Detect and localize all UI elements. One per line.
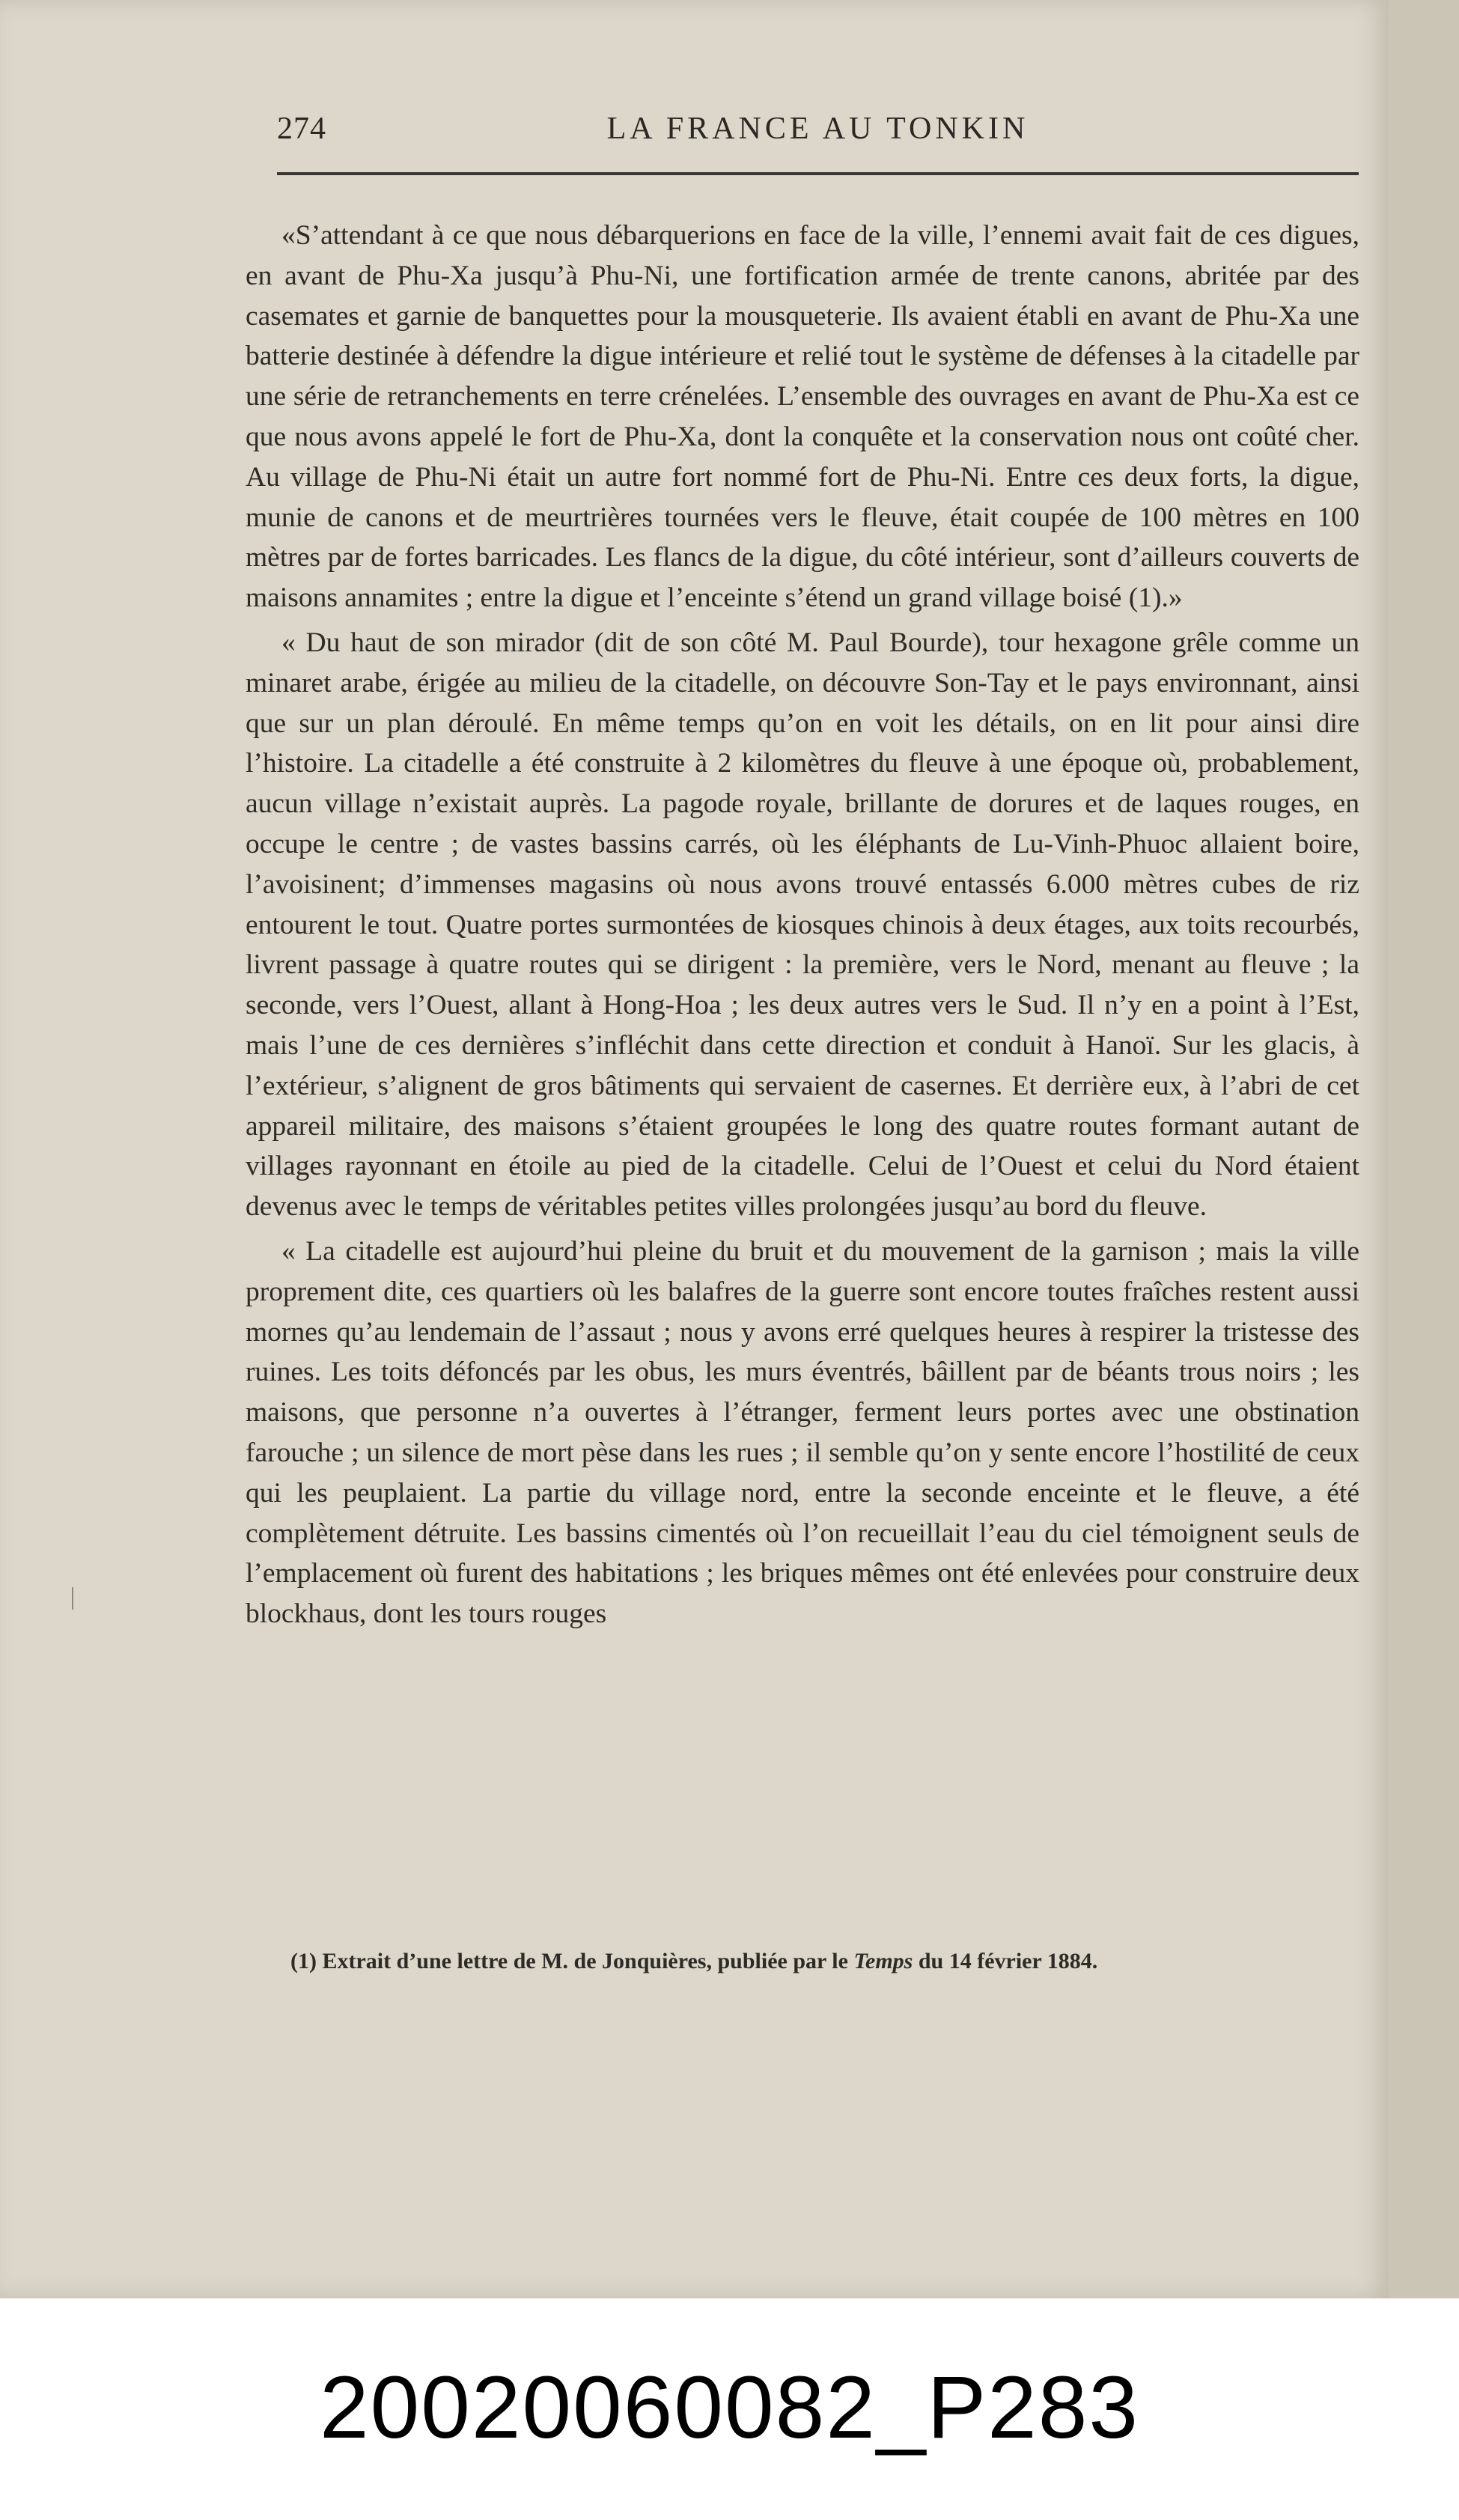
footnote-text: (1) Extrait d’une lettre de M. de Jonquières, publiée par le: [290, 1949, 854, 1973]
page-number: 274: [277, 112, 326, 146]
scan-identifier: 20020060082_P283: [319, 2358, 1140, 2457]
running-title: LA FRANCE AU TONKIN: [606, 112, 1029, 146]
running-head: [277, 105, 1359, 150]
paragraph: «S’attendant à ce que nous débarquerions en face de la ville, l’ennemi avait fait de ces digues, en avant de Phu-Xa jusqu’à Phu-Ni, une fortification armée de trente canons, abritée par des casemates et garnie de banquettes pour la mousqueterie. Ils avaient établi en avant de Phu-Xa une batterie destinée à défendre la digue intérieure et relié tout le système de défenses à la citadelle par une série de retranchements en terre crénelées. L’ensemble des ouvrages en avant de Phu-Xa est ce que nous avons appelé le fort de Phu-Xa, dont la conquête et la conservation nous ont coûté cher. Au village de Phu-Ni était un autre fort nommé fort de Phu-Ni. Entre ces deux forts, la digue, munie de canons et de meurtrières tournées vers le fleuve, était coupée de 100 mètres en 100 mètres par de fortes barricades. Les flancs de la digue, du côté intérieur, sont d’ailleurs couverts de maisons annamites ; entre la digue et l’enceinte s’étend un grand village boisé (1).»: [246, 220, 1359, 614]
body-text: [246, 216, 1359, 1634]
paragraph: « Du haut de son mirador (dit de son côté M. Paul Bourde), tour hexagone grêle comme un minaret arabe, érigée au milieu de la citadelle, on découvre Son-Tay et le pays environnant, ainsi que sur un plan déroulé. En même temps qu’on en voit les détails, on en lit pour ainsi dire l’histoire. La citadelle a été construite à 2 kilomètres du fleuve à une époque où, probablement, aucun village n’existait auprès. La pagode royale, brillante de dorures et de laques rouges, en occupe le centre ; de vastes bassins carrés, où les éléphants de Lu-Vinh-Phuoc allaient boire, l’avoisinent; d’immenses magasins où nous avons trouvé entassés 6.000 mètres cubes de riz entourent le tout. Quatre portes surmontées de kiosques chinois à deux étages, aux toits recourbés, livrent passage à quatre routes qui se dirigent : la première, vers le Nord, menant au fleuve ; la seconde, vers l’Ouest, allant à Hong-Hoa ; les deux autres vers le Sud. Il n’y en a point à l’Est, mais l’une de ces dernières s’infléchit dans cette direction et conduit à Hanoï. Sur les glacis, à l’extérieur, s’alignent de gros bâtiments qui servaient de casernes. Et derrière eux, à l’abri de cet appareil militaire, des maisons s’étaient groupées le long des quatre routes formant autant de villages rayonnant en étoile au pied de la citadelle. Celui de l’Ouest et celui du Nord étaient devenus avec le temps de véritables petites villes prolongées jusqu’au bord du fleuve.: [246, 627, 1359, 1223]
footnote-italic: Temps: [853, 1949, 913, 1973]
identifier-label-area: [0, 2298, 1459, 2520]
header-rule: [277, 172, 1359, 175]
page-edge-shadow: [1389, 0, 1459, 2298]
margin-mark: [72, 1587, 73, 1610]
footnote: [290, 1947, 1361, 1976]
footnote-text-end: du 14 février 1884.: [913, 1949, 1098, 1973]
paragraph: « La citadelle est aujourd’hui pleine du bruit et du mouvement de la garnison ; mais la ville proprement dite, ces quartiers où les balafres de la guerre sont encore toutes fraîches restent aussi mornes qu’au lendemain de l’assaut ; nous y avons erré quelques heures à respirer la tristesse des ruines. Les toits défoncés par les obus, les murs éventrés, bâillent par de béants trous noirs ; les maisons, que personne n’a ouvertes à l’étranger, ferment leurs portes avec une obstination farouche ; un silence de mort pèse dans les rues ; il semble qu’on y sente encore l’hostilité de ceux qui les peuplaient. La partie du village nord, entre la seconde enceinte et le fleuve, a été complètement détruite. Les bassins cimentés où l’on recueillait l’eau du ciel témoignent seuls de l’emplacement où furent des habitations ; les briques mêmes ont été enlevées pour construire deux blockhaus, dont les tours rouges: [246, 1235, 1359, 1630]
